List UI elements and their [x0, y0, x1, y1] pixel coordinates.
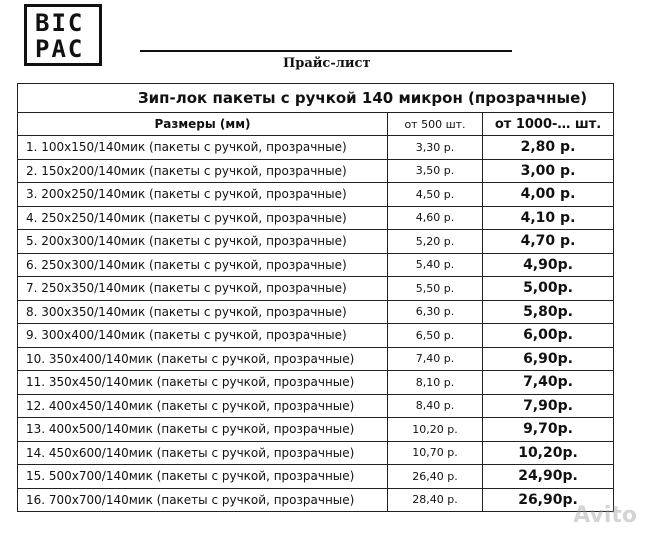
row-price-500-cell: 5,50 р.	[388, 277, 483, 301]
header-divider	[140, 50, 512, 52]
row-price-500-cell: 26,40 р.	[388, 465, 483, 489]
row-price-500-cell: 28,40 р.	[388, 488, 483, 512]
avito-watermark: Avito	[573, 503, 637, 528]
table-row	[18, 159, 614, 183]
table-row	[18, 253, 614, 277]
row-item-cell: 3. 200х250/140мик (пакеты с ручкой, прозрачные)	[18, 183, 388, 207]
row-price-1000-cell: 26,90р.	[483, 488, 614, 512]
row-item-cell: 13. 400х500/140мик (пакеты с ручкой, прозрачные)	[18, 418, 388, 442]
table-row	[18, 441, 614, 465]
table-row	[18, 324, 614, 348]
logo-line-2: PAC	[35, 35, 85, 63]
page-title: Прайс-лист	[283, 56, 371, 71]
column-header-from-1000: от 1000-… шт.	[483, 113, 614, 136]
row-price-500-cell: 5,40 р.	[388, 253, 483, 277]
table-row	[18, 394, 614, 418]
row-price-1000-cell: 4,70 р.	[483, 230, 614, 254]
row-price-1000-cell: 5,00р.	[483, 277, 614, 301]
row-price-500-cell: 8,10 р.	[388, 371, 483, 395]
row-item-cell: 6. 250х300/140мик (пакеты с ручкой, прозрачные)	[18, 253, 388, 277]
table-header-row	[18, 113, 614, 136]
row-item-cell: 1. 100х150/140мик (пакеты с ручкой, прозрачные)	[18, 136, 388, 160]
table-row	[18, 465, 614, 489]
row-item-cell: 7. 250х350/140мик (пакеты с ручкой, прозрачные)	[18, 277, 388, 301]
row-item-cell: 2. 150х200/140мик (пакеты с ручкой, прозрачные)	[18, 159, 388, 183]
table-title: Зип-лок пакеты с ручкой 140 микрон (прозрачные)	[18, 84, 614, 113]
row-price-1000-cell: 3,00 р.	[483, 159, 614, 183]
row-item-cell: 4. 250х250/140мик (пакеты с ручкой, прозрачные)	[18, 206, 388, 230]
table-row	[18, 371, 614, 395]
row-item-cell: 11. 350х450/140мик (пакеты с ручкой, прозрачные)	[18, 371, 388, 395]
table-row	[18, 136, 614, 160]
row-price-1000-cell: 9,70р.	[483, 418, 614, 442]
row-item-cell: 15. 500х700/140мик (пакеты с ручкой, прозрачные)	[18, 465, 388, 489]
table-row	[18, 300, 614, 324]
row-price-500-cell: 6,50 р.	[388, 324, 483, 348]
column-header-from-500: от 500 шт.	[388, 113, 483, 136]
row-price-1000-cell: 4,00 р.	[483, 183, 614, 207]
row-price-1000-cell: 4,90р.	[483, 253, 614, 277]
row-price-500-cell: 10,20 р.	[388, 418, 483, 442]
row-price-500-cell: 3,50 р.	[388, 159, 483, 183]
row-price-1000-cell: 4,10 р.	[483, 206, 614, 230]
row-price-500-cell: 5,20 р.	[388, 230, 483, 254]
row-item-cell: 16. 700х700/140мик (пакеты с ручкой, прозрачные)	[18, 488, 388, 512]
row-item-cell: 14. 450х600/140мик (пакеты с ручкой, прозрачные)	[18, 441, 388, 465]
column-header-sizes: Размеры (мм)	[18, 113, 388, 136]
row-item-cell: 9. 300х400/140мик (пакеты с ручкой, прозрачные)	[18, 324, 388, 348]
row-price-500-cell: 3,30 р.	[388, 136, 483, 160]
row-price-500-cell: 4,50 р.	[388, 183, 483, 207]
price-table	[17, 83, 614, 512]
row-price-500-cell: 8,40 р.	[388, 394, 483, 418]
table-body	[18, 136, 614, 512]
logo-line-1: BIC	[35, 9, 85, 37]
row-item-cell: 12. 400х450/140мик (пакеты с ручкой, прозрачные)	[18, 394, 388, 418]
company-logo	[24, 4, 102, 66]
row-price-1000-cell: 2,80 р.	[483, 136, 614, 160]
row-price-500-cell: 4,60 р.	[388, 206, 483, 230]
row-price-500-cell: 6,30 р.	[388, 300, 483, 324]
table-row	[18, 418, 614, 442]
table-title-row	[18, 84, 614, 113]
row-item-cell: 8. 300х350/140мик (пакеты с ручкой, прозрачные)	[18, 300, 388, 324]
table-row	[18, 488, 614, 512]
row-price-1000-cell: 24,90р.	[483, 465, 614, 489]
table-row	[18, 183, 614, 207]
row-item-cell: 10. 350х400/140мик (пакеты с ручкой, прозрачные)	[18, 347, 388, 371]
row-price-1000-cell: 7,40р.	[483, 371, 614, 395]
row-price-1000-cell: 7,90р.	[483, 394, 614, 418]
table-row	[18, 206, 614, 230]
table-row	[18, 347, 614, 371]
row-price-1000-cell: 6,00р.	[483, 324, 614, 348]
row-price-1000-cell: 5,80р.	[483, 300, 614, 324]
row-price-1000-cell: 6,90р.	[483, 347, 614, 371]
row-price-500-cell: 7,40 р.	[388, 347, 483, 371]
row-price-500-cell: 10,70 р.	[388, 441, 483, 465]
table-row	[18, 277, 614, 301]
row-price-1000-cell: 10,20р.	[483, 441, 614, 465]
row-item-cell: 5. 200х300/140мик (пакеты с ручкой, прозрачные)	[18, 230, 388, 254]
table-row	[18, 230, 614, 254]
